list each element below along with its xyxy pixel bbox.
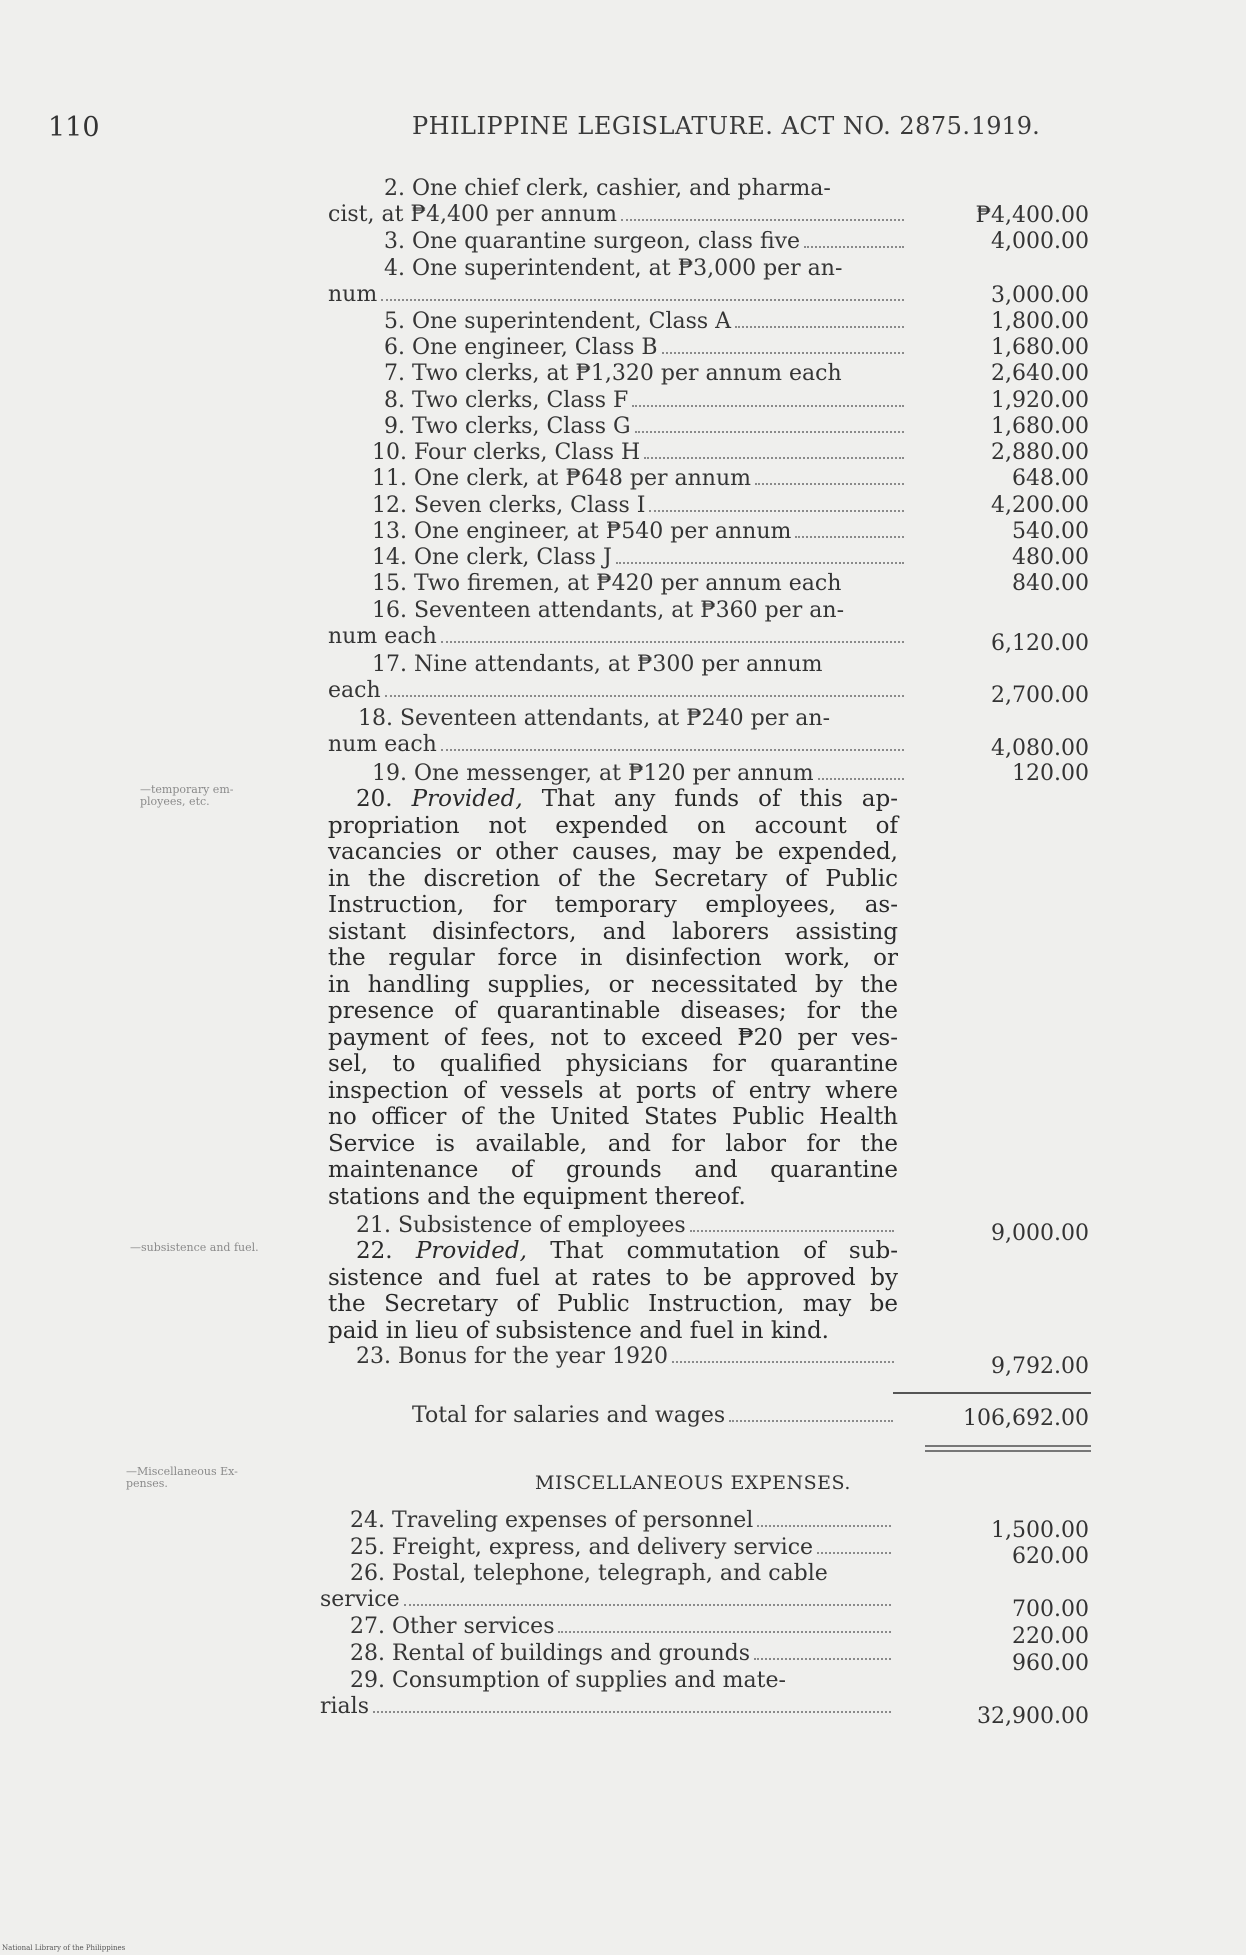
item-amount: 1,920.00 bbox=[991, 388, 1089, 413]
line-item bbox=[328, 706, 908, 758]
proviso-line: no officer of the United States Public Health bbox=[328, 1104, 898, 1130]
proviso-number: 22. bbox=[356, 1238, 393, 1264]
item-text: 27. Other services bbox=[350, 1614, 555, 1639]
footer-credit: National Library of the Philippines bbox=[2, 1944, 126, 1952]
line-item bbox=[328, 256, 908, 308]
item-amount: 2,640.00 bbox=[991, 361, 1089, 386]
item-text: 23. Bonus for the year 1920 bbox=[356, 1344, 668, 1369]
line-item bbox=[328, 1213, 898, 1239]
item-amount: 220.00 bbox=[1012, 1624, 1089, 1649]
total-row bbox=[412, 1403, 897, 1429]
line-item bbox=[320, 1614, 895, 1640]
misc-heading: MISCELLANEOUS EXPENSES. bbox=[535, 1472, 851, 1494]
item-text: 8. Two clerks, Class F bbox=[384, 388, 629, 413]
margin-note-temporary bbox=[140, 784, 233, 808]
item-text: 13. One engineer, at ₱540 per annum bbox=[372, 519, 792, 544]
proviso-line: stations and the equipment thereof. bbox=[328, 1183, 746, 1210]
item-amount: 120.00 bbox=[1012, 761, 1089, 786]
double-rule-bottom bbox=[925, 1450, 1091, 1452]
proviso-line: the Secretary of Public Instruction, may be bbox=[328, 1291, 898, 1317]
item-text: 3. One quarantine surgeon, class five bbox=[384, 229, 801, 254]
item-amount: 620.00 bbox=[1012, 1544, 1089, 1569]
proviso-line: maintenance of grounds and quarantine bbox=[328, 1157, 898, 1183]
item-amount: 700.00 bbox=[1012, 1597, 1089, 1622]
proviso-line: sistence and fuel at rates to be approved by bbox=[328, 1264, 898, 1291]
total-rule bbox=[893, 1392, 1091, 1394]
item-amount: 1,800.00 bbox=[991, 309, 1089, 334]
margin-note-misc bbox=[126, 1466, 238, 1490]
item-text: 2. One chief clerk, cashier, and pharma- bbox=[384, 176, 831, 201]
item-text-cont: cist, at ₱4,400 per annum bbox=[328, 202, 618, 227]
item-text: 9. Two clerks, Class G bbox=[384, 414, 631, 439]
line-item bbox=[328, 466, 908, 492]
line-item bbox=[328, 571, 908, 597]
line-item bbox=[328, 176, 908, 228]
proviso-line: sistant disinfectors, and laborers assisting bbox=[328, 918, 898, 945]
item-amount: 1,500.00 bbox=[991, 1518, 1089, 1543]
margin-note-subsistence: —subsistence and fuel. bbox=[130, 1241, 259, 1254]
proviso-line: vacancies or other causes, may be expended, bbox=[328, 839, 898, 865]
provided-word: Provided, bbox=[415, 1238, 527, 1264]
item-text-cont: num each bbox=[328, 624, 437, 649]
item-text: 10. Four clerks, Class H bbox=[372, 440, 641, 465]
total-amount: 106,692.00 bbox=[963, 1406, 1089, 1431]
line-item bbox=[328, 761, 908, 787]
double-rule-top bbox=[925, 1445, 1091, 1447]
page-number: 110 bbox=[48, 112, 100, 143]
line-item bbox=[328, 493, 908, 519]
proviso-line: That any funds of this ap- bbox=[541, 786, 898, 812]
line-item bbox=[328, 335, 908, 361]
line-item bbox=[328, 229, 908, 255]
proviso-line: paid in lieu of subsistence and fuel in kind. bbox=[328, 1317, 829, 1344]
item-text-cont: service bbox=[320, 1587, 400, 1612]
item-text: 26. Postal, telephone, telegraph, and cable bbox=[350, 1561, 828, 1586]
line-item bbox=[328, 414, 908, 440]
item-text: 4. One superintendent, at ₱3,000 per an- bbox=[384, 256, 843, 281]
item-text-cont: num bbox=[328, 282, 378, 307]
item-amount: 4,080.00 bbox=[991, 736, 1089, 761]
item-text: 6. One engineer, Class B bbox=[384, 335, 658, 360]
item-text: 18. Seventeen attendants, at ₱240 per an- bbox=[358, 706, 831, 731]
margin-note-line: —Miscellaneous Ex- bbox=[126, 1465, 238, 1478]
proviso-line: payment of fees, not to exceed ₱20 per ves- bbox=[328, 1024, 898, 1051]
item-text: 21. Subsistence of employees bbox=[356, 1213, 686, 1238]
line-item bbox=[328, 652, 908, 704]
proviso-line: presence of quarantinable diseases; for the bbox=[328, 998, 898, 1024]
proviso-line: inspection of vessels at ports of entry where bbox=[328, 1077, 898, 1104]
proviso-line: in the discretion of the Secretary of Public bbox=[328, 865, 898, 892]
proviso-22 bbox=[328, 1238, 898, 1344]
line-item bbox=[320, 1535, 895, 1561]
item-amount: 3,000.00 bbox=[991, 283, 1089, 308]
item-amount: 32,900.00 bbox=[977, 1704, 1089, 1729]
item-text: 11. One clerk, at ₱648 per annum bbox=[372, 466, 751, 491]
proviso-20 bbox=[328, 786, 898, 1210]
line-item bbox=[328, 309, 908, 335]
item-text: 15. Two firemen, at ₱420 per annum each bbox=[372, 571, 842, 596]
provided-word: Provided, bbox=[411, 786, 523, 812]
item-amount: ₱4,400.00 bbox=[975, 203, 1089, 228]
proviso-line: That commutation of sub- bbox=[550, 1238, 899, 1264]
item-text-cont: each bbox=[328, 678, 381, 703]
item-text: 14. One clerk, Class J bbox=[372, 545, 612, 570]
proviso-line: sel, to qualified physicians for quarantine bbox=[328, 1051, 898, 1077]
item-amount: 9,792.00 bbox=[991, 1354, 1089, 1379]
item-amount: 6,120.00 bbox=[991, 631, 1089, 656]
proviso-line: the regular force in disinfection work, or bbox=[328, 945, 898, 971]
line-item bbox=[328, 440, 908, 466]
line-item bbox=[320, 1508, 895, 1534]
line-item bbox=[320, 1641, 895, 1667]
header-year: 1919. bbox=[971, 112, 1040, 140]
line-item bbox=[328, 598, 908, 650]
line-item bbox=[328, 545, 908, 571]
item-text: 25. Freight, express, and delivery service bbox=[350, 1535, 814, 1560]
line-item bbox=[328, 388, 908, 414]
item-text: 16. Seventeen attendants, at ₱360 per an- bbox=[372, 598, 845, 623]
item-amount: 1,680.00 bbox=[991, 414, 1089, 439]
line-item bbox=[320, 1668, 895, 1720]
item-amount: 2,880.00 bbox=[991, 440, 1089, 465]
proviso-line: Service is available, and for labor for the bbox=[328, 1130, 898, 1157]
item-text: 17. Nine attendants, at ₱300 per annum bbox=[372, 652, 823, 677]
total-label: Total for salaries and wages bbox=[412, 1403, 726, 1428]
item-text: 7. Two clerks, at ₱1,320 per annum each bbox=[384, 361, 842, 386]
line-item bbox=[328, 519, 908, 545]
running-title: PHILIPPINE LEGISLATURE. ACT NO. 2875. bbox=[412, 112, 971, 140]
line-item bbox=[320, 1561, 895, 1613]
margin-note-line: —temporary em- bbox=[140, 783, 234, 796]
item-amount: 4,200.00 bbox=[991, 493, 1089, 518]
item-text: 12. Seven clerks, Class I bbox=[372, 493, 646, 518]
item-amount: 960.00 bbox=[1012, 1651, 1089, 1676]
item-text: 19. One messenger, at ₱120 per annum bbox=[372, 761, 814, 786]
margin-note-line: ployees, etc. bbox=[140, 795, 210, 808]
item-text: 5. One superintendent, Class A bbox=[384, 309, 732, 334]
proviso-line: Instruction, for temporary employees, as- bbox=[328, 892, 898, 918]
line-item bbox=[328, 361, 908, 387]
item-text-cont: rials bbox=[320, 1694, 369, 1719]
margin-note-line: penses. bbox=[126, 1477, 168, 1490]
item-text-cont: num each bbox=[328, 732, 437, 757]
proviso-number: 20. bbox=[356, 786, 393, 812]
item-amount: 648.00 bbox=[1012, 466, 1089, 491]
proviso-line: propriation not expended on account of bbox=[328, 812, 898, 839]
item-amount: 4,000.00 bbox=[991, 229, 1089, 254]
item-amount: 1,680.00 bbox=[991, 335, 1089, 360]
proviso-line: in handling supplies, or necessitated by the bbox=[328, 971, 898, 998]
item-text: 24. Traveling expenses of personnel bbox=[350, 1508, 754, 1533]
item-amount: 840.00 bbox=[1012, 571, 1089, 596]
item-text: 29. Consumption of supplies and mate- bbox=[350, 1668, 786, 1693]
line-item bbox=[328, 1344, 898, 1370]
item-amount: 9,000.00 bbox=[991, 1221, 1089, 1246]
item-amount: 2,700.00 bbox=[991, 683, 1089, 708]
item-text: 28. Rental of buildings and grounds bbox=[350, 1641, 750, 1666]
item-amount: 480.00 bbox=[1012, 545, 1089, 570]
item-amount: 540.00 bbox=[1012, 519, 1089, 544]
